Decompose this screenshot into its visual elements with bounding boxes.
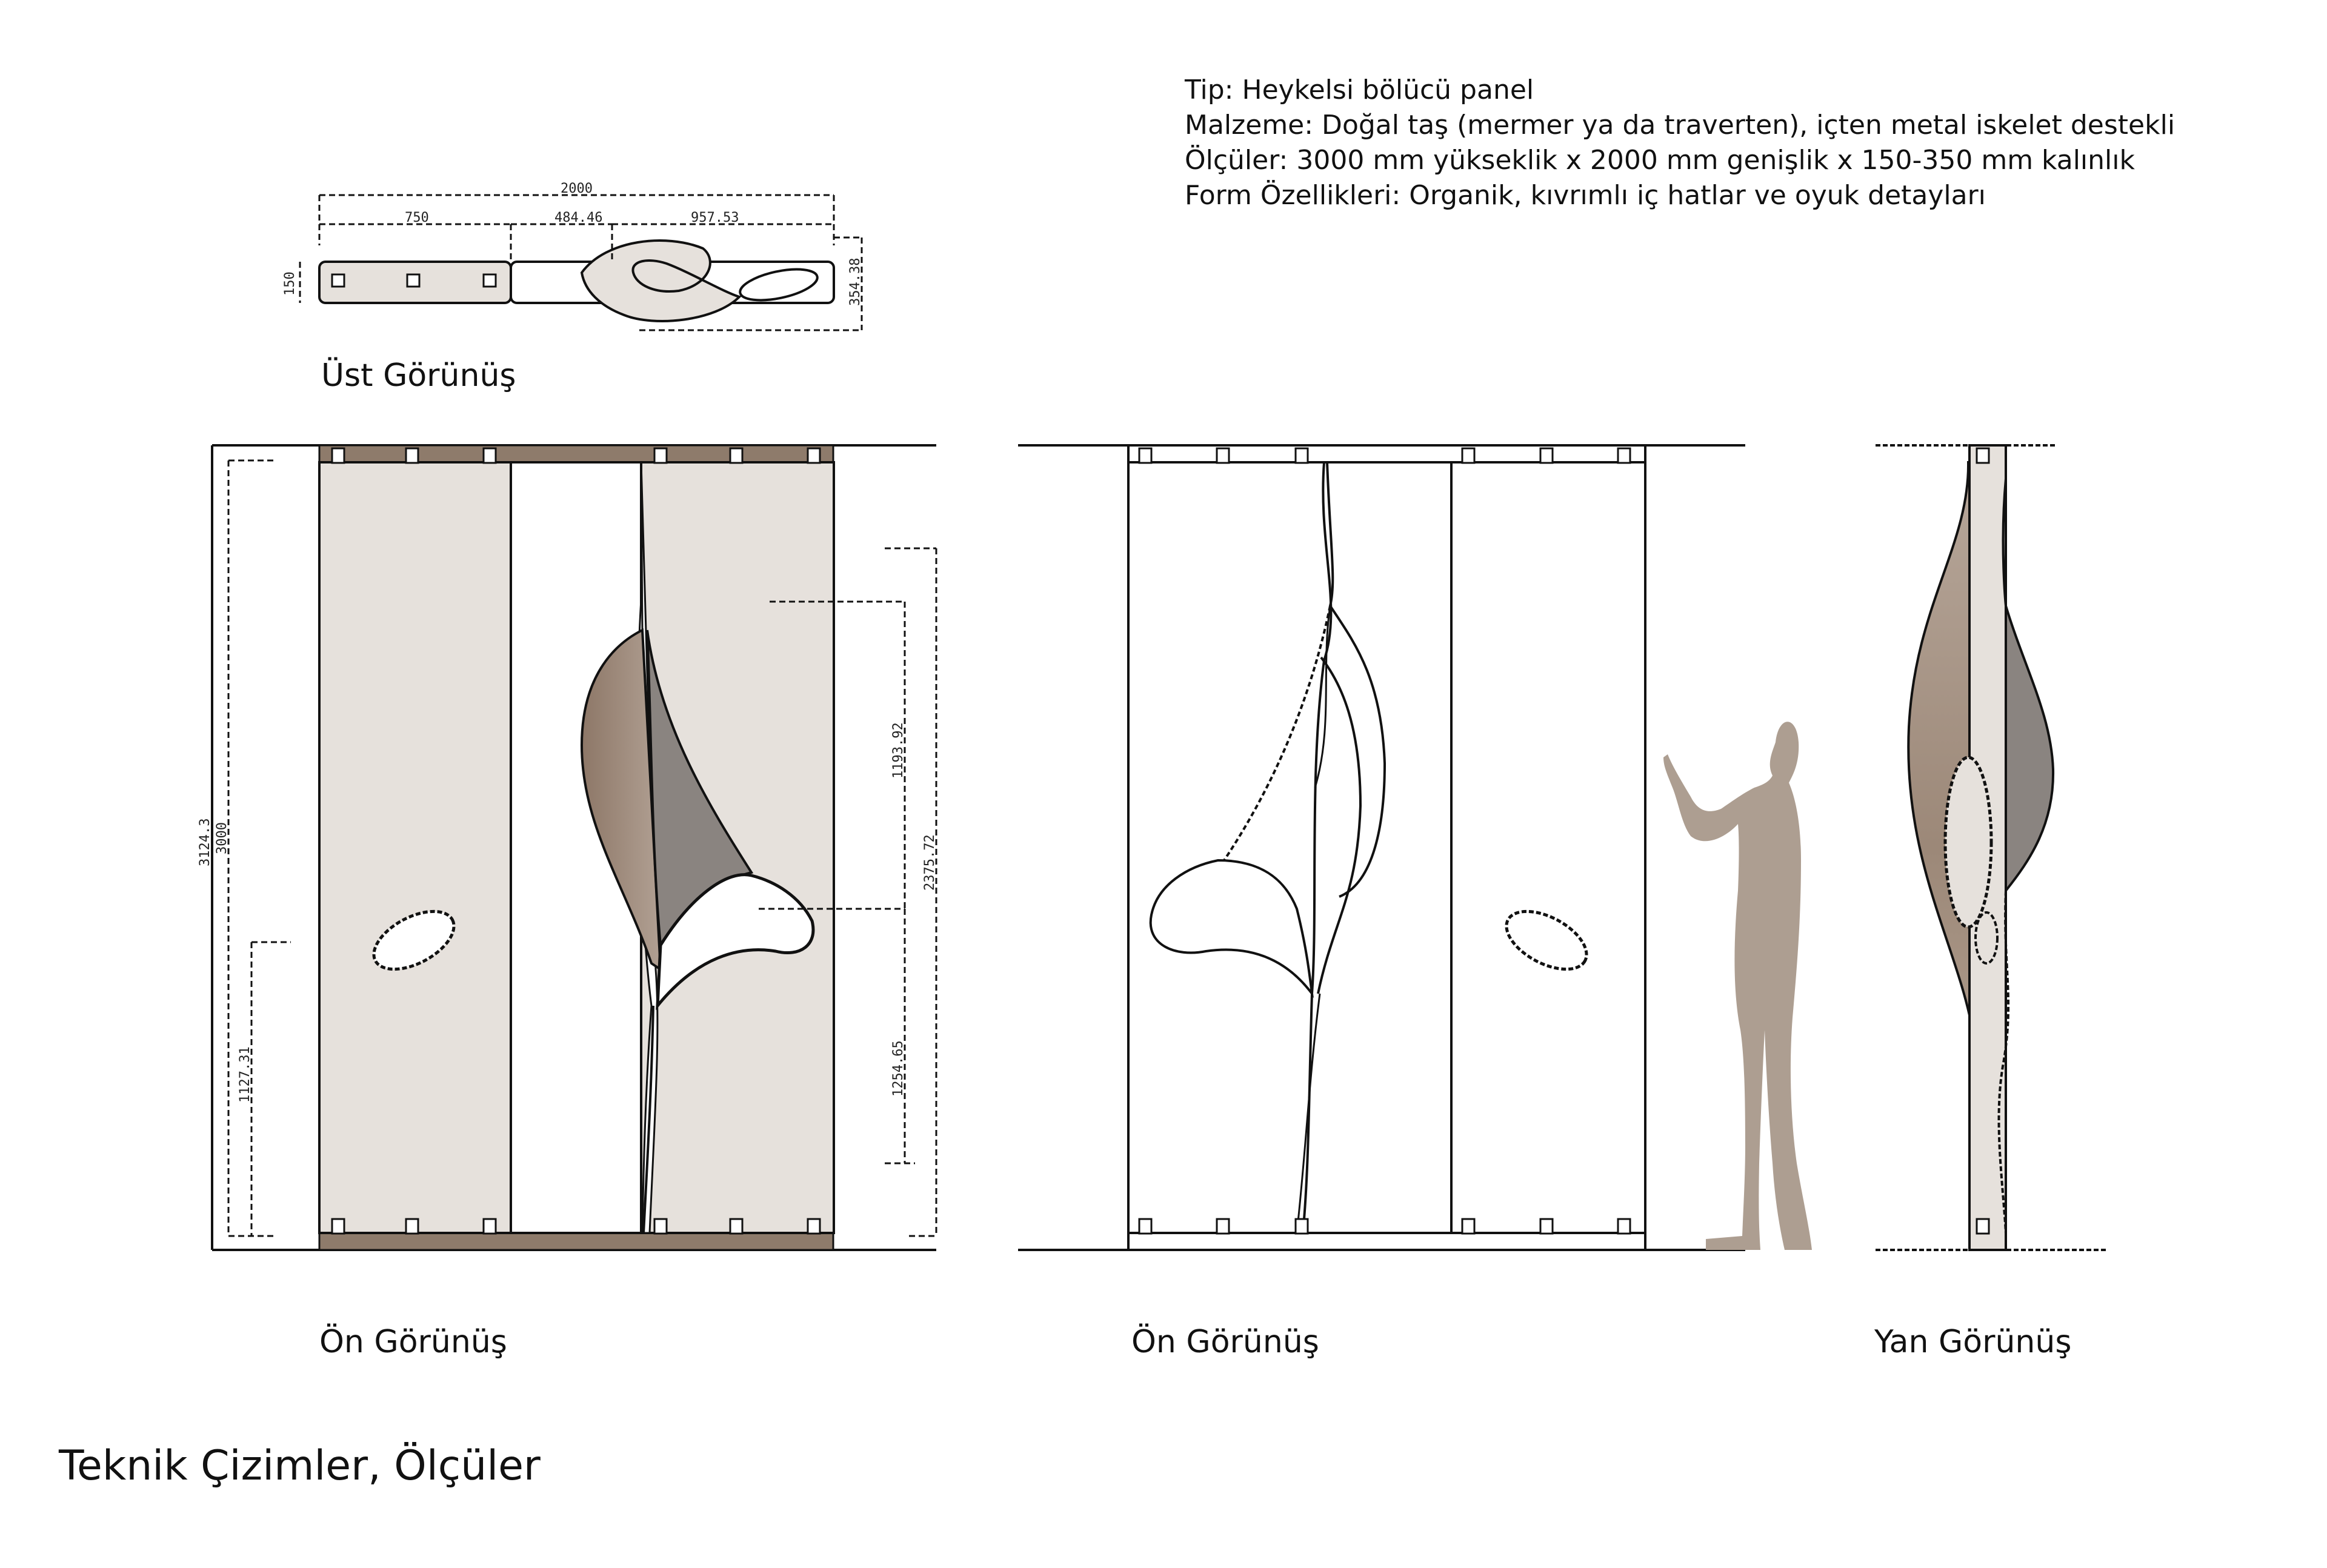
front-view-line bbox=[1018, 445, 1745, 1250]
side-hollow-small bbox=[1976, 912, 1997, 963]
dim-top-depth: 354.38 bbox=[848, 257, 863, 306]
caption-top-view: Üst Görünüş bbox=[321, 357, 516, 394]
dim-height-hole: 1127.31 bbox=[238, 1046, 253, 1103]
spec-form: Form Özellikleri: Organik, kıvrımlı iç hatlar ve oyuk detayları bbox=[1185, 180, 1986, 211]
panel-outline bbox=[1128, 445, 1645, 1250]
dim-top-thickness: 150 bbox=[282, 271, 298, 296]
top-view bbox=[282, 181, 863, 330]
panel-left bbox=[319, 462, 511, 1233]
dim-top-left: 750 bbox=[405, 210, 429, 225]
caption-side-view: Yan Görünüş bbox=[1874, 1324, 2072, 1360]
page-title: Teknik Çizimler, Ölçüler bbox=[59, 1442, 541, 1490]
dim-height-form: 2375.72 bbox=[922, 834, 937, 891]
side-view bbox=[1876, 445, 2106, 1250]
spec-dimensions: Ölçüler: 3000 mm yükseklik x 2000 mm genişlik x 150-350 mm kalınlık bbox=[1185, 145, 2135, 176]
human-scale-figure bbox=[1663, 722, 1812, 1250]
sculpt-line-hollow bbox=[1151, 860, 1312, 994]
dim-top-total: 2000 bbox=[561, 181, 593, 196]
dim-height-total: 3124.3 bbox=[198, 818, 213, 866]
dim-height-lower: 1254.65 bbox=[891, 1040, 906, 1097]
dim-top-right: 957.53 bbox=[691, 210, 739, 225]
dim-height-panel: 3000 bbox=[215, 822, 230, 854]
spec-type: Tip: Heykelsi bölücü panel bbox=[1185, 75, 1534, 105]
bottom-band bbox=[319, 1233, 833, 1250]
dim-top-mid: 484.46 bbox=[554, 210, 603, 225]
caption-front-view-2: Ön Görünüş bbox=[1131, 1324, 1319, 1360]
anchor-marks-front2 bbox=[1139, 448, 1630, 1234]
spec-material: Malzeme: Doğal taş (mermer ya da traverten), içten metal iskelet destekli bbox=[1185, 110, 2176, 141]
front-view-colored bbox=[198, 445, 937, 1250]
side-hollow bbox=[1945, 757, 1991, 927]
hole-right bbox=[1497, 900, 1596, 982]
dim-height-upper: 1193.92 bbox=[891, 722, 906, 779]
side-grey-bulge bbox=[2006, 606, 2053, 891]
top-band bbox=[319, 445, 833, 462]
caption-front-view-1: Ön Görünüş bbox=[319, 1324, 507, 1360]
